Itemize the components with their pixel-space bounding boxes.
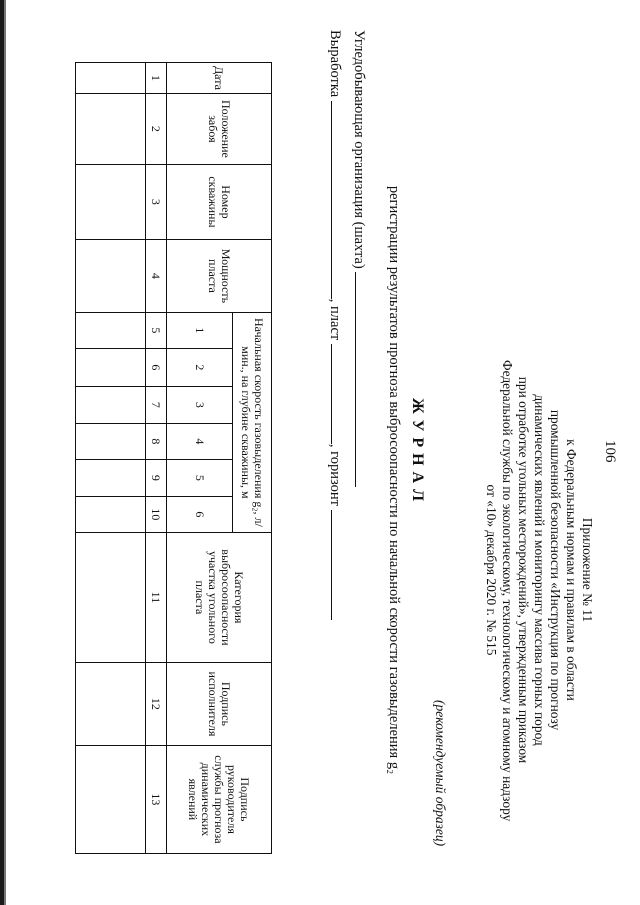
recommended-sample-note: (рекомендуемый образец) xyxy=(433,700,448,847)
column-number: 11 xyxy=(146,532,167,662)
empty-cell xyxy=(76,312,146,348)
appendix-line: при отработке угольных месторождений», утвержденным приказом xyxy=(516,376,531,764)
column-number: 12 xyxy=(146,662,167,745)
empty-cell xyxy=(76,63,146,94)
column-number: 10 xyxy=(146,496,167,532)
journal-title: ЖУРНАЛ xyxy=(409,397,426,508)
organization-line xyxy=(350,30,370,487)
appendix-line: от «10» декабря 2020 г. № 515 xyxy=(484,484,499,656)
depth-cell: 5 xyxy=(167,459,233,496)
depth-cell: 6 xyxy=(167,496,233,532)
column-number: 4 xyxy=(146,239,167,312)
column-number: 1 xyxy=(146,63,167,94)
header-well-number: Номер скважины xyxy=(167,164,272,239)
header-date: Дата xyxy=(167,63,272,94)
empty-cell xyxy=(76,239,146,312)
seam-label: , пласт xyxy=(327,298,343,341)
header-seam-thickness: Мощность пласта xyxy=(167,239,272,312)
working-label: Выработка xyxy=(327,30,343,98)
empty-cell xyxy=(76,532,146,662)
working-blank[interactable] xyxy=(331,101,346,299)
column-number: 3 xyxy=(146,164,167,239)
column-number: 9 xyxy=(146,459,167,496)
header-head-signature: Подпись руководителя службы прогноза динамических явлений xyxy=(167,745,272,853)
empty-cell xyxy=(76,745,146,853)
empty-cell xyxy=(76,164,146,239)
journal-table xyxy=(75,62,272,854)
empty-cell xyxy=(76,662,146,745)
depth-cell: 3 xyxy=(167,386,233,423)
working-line xyxy=(326,30,346,620)
appendix-line: промышленной безопасности «Инструкция по прогнозу xyxy=(548,409,563,731)
depth-cell: 2 xyxy=(167,348,233,386)
empty-cell xyxy=(76,459,146,496)
horizon-label: , горизонт xyxy=(327,443,343,506)
appendix-header xyxy=(483,360,595,822)
empty-cell xyxy=(76,386,146,423)
empty-cell xyxy=(76,423,146,459)
seam-blank[interactable] xyxy=(331,344,346,444)
appendix-line: к Федеральным нормам и правилам в области xyxy=(564,439,579,701)
page-number: 106 xyxy=(602,440,618,463)
horizon-blank[interactable] xyxy=(331,510,346,620)
header-gas-speed: Начальная скорость газовыделения g₂, л/мин., на глубине скважины, м xyxy=(233,312,272,532)
appendix-line: Федеральной службы по экологическому, технологическому и атомному надзору xyxy=(500,360,515,822)
depth-cell: 4 xyxy=(167,423,233,459)
empty-cell xyxy=(76,348,146,386)
header-face-position: Положение забоя xyxy=(167,93,272,164)
empty-cell xyxy=(76,496,146,532)
column-number: 8 xyxy=(146,423,167,459)
column-number: 5 xyxy=(146,312,167,348)
column-number: 13 xyxy=(146,745,167,853)
appendix-line: динамических явлений и мониторингу массива горных пород xyxy=(532,394,547,746)
column-number: 7 xyxy=(146,386,167,423)
header-executor-signature: Подпись исполнителя xyxy=(167,662,272,745)
appendix-line: Приложение № 11 xyxy=(580,517,595,623)
empty-cell xyxy=(76,93,146,164)
header-category: Категория выбросоопасности участка угольного пласта xyxy=(167,532,272,662)
journal-subtitle: регистрации результатов прогноза выбросоопасности по начальной скорости газовыделения g₂ xyxy=(386,185,402,775)
organization-label: Угледобывающая организация (шахта) xyxy=(351,30,367,269)
column-number: 6 xyxy=(146,348,167,386)
depth-cell: 1 xyxy=(167,312,233,348)
column-number: 2 xyxy=(146,93,167,164)
organization-blank[interactable] xyxy=(355,272,370,487)
